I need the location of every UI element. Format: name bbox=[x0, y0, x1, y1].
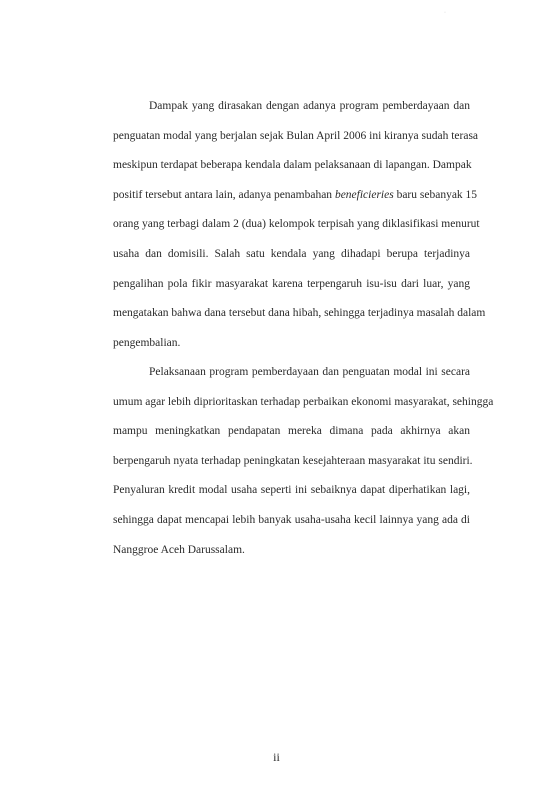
paragraph-line: usaha dan domisili. Salah satu kendala yang dihadapi berupa terjadinya bbox=[113, 247, 470, 260]
page-number: ii bbox=[273, 750, 280, 764]
paragraph-line: Penyaluran kredit modal usaha seperti ini sebaiknya dapat diperhatikan lagi, bbox=[113, 484, 470, 497]
paragraph-line: Nanggroe Aceh Darussalam. bbox=[113, 543, 245, 556]
paragraph-line: mampu meningkatkan pendapatan mereka dimana pada akhirnya akan bbox=[113, 425, 470, 438]
paragraph-line: umum agar lebih diprioritaskan terhadap perbaikan ekonomi masyarakat, sehingga bbox=[113, 395, 494, 408]
paragraph-line: mengatakan bahwa dana tersebut dana hibah, sehingga terjadinya masalah dalam bbox=[113, 307, 486, 320]
paragraph-line: meskipun terdapat beberapa kendala dalam pelaksanaan di lapangan. Dampak bbox=[113, 159, 472, 172]
paragraph-line: sehingga dapat mencapai lebih banyak usaha-usaha kecil lainnya yang ada di bbox=[113, 513, 470, 526]
paragraph-line: berpengaruh nyata terhadap peningkatan kesejahteraan masyarakat itu sendiri. bbox=[113, 454, 473, 467]
paragraph-line-with-italic: positif tersebut antara lain, adanya penambahan beneficieries baru sebanyak 15 bbox=[113, 188, 478, 201]
paragraph-line: pengalihan pola fikir masyarakat karena terpengaruh isu-isu dari luar, yang bbox=[113, 277, 470, 290]
paragraph-line: Dampak yang dirasakan dengan adanya program pemberdayaan dan bbox=[149, 100, 470, 112]
paragraph-line: orang yang terbagi dalam 2 (dua) kelompok terpisah yang diklasifikasi menurut bbox=[113, 218, 480, 231]
paragraph-1 bbox=[113, 92, 486, 358]
paragraph-line: penguatan modal yang berjalan sejak Bulan April 2006 ini kiranya sudah terasa bbox=[113, 129, 479, 142]
paragraph-2 bbox=[113, 358, 494, 565]
scan-mark: · bbox=[444, 10, 446, 16]
paragraph-line: pengembalian. bbox=[113, 336, 181, 349]
paragraph-line: Pelaksanaan program pemberdayaan dan penguatan modal ini secara bbox=[149, 366, 470, 378]
